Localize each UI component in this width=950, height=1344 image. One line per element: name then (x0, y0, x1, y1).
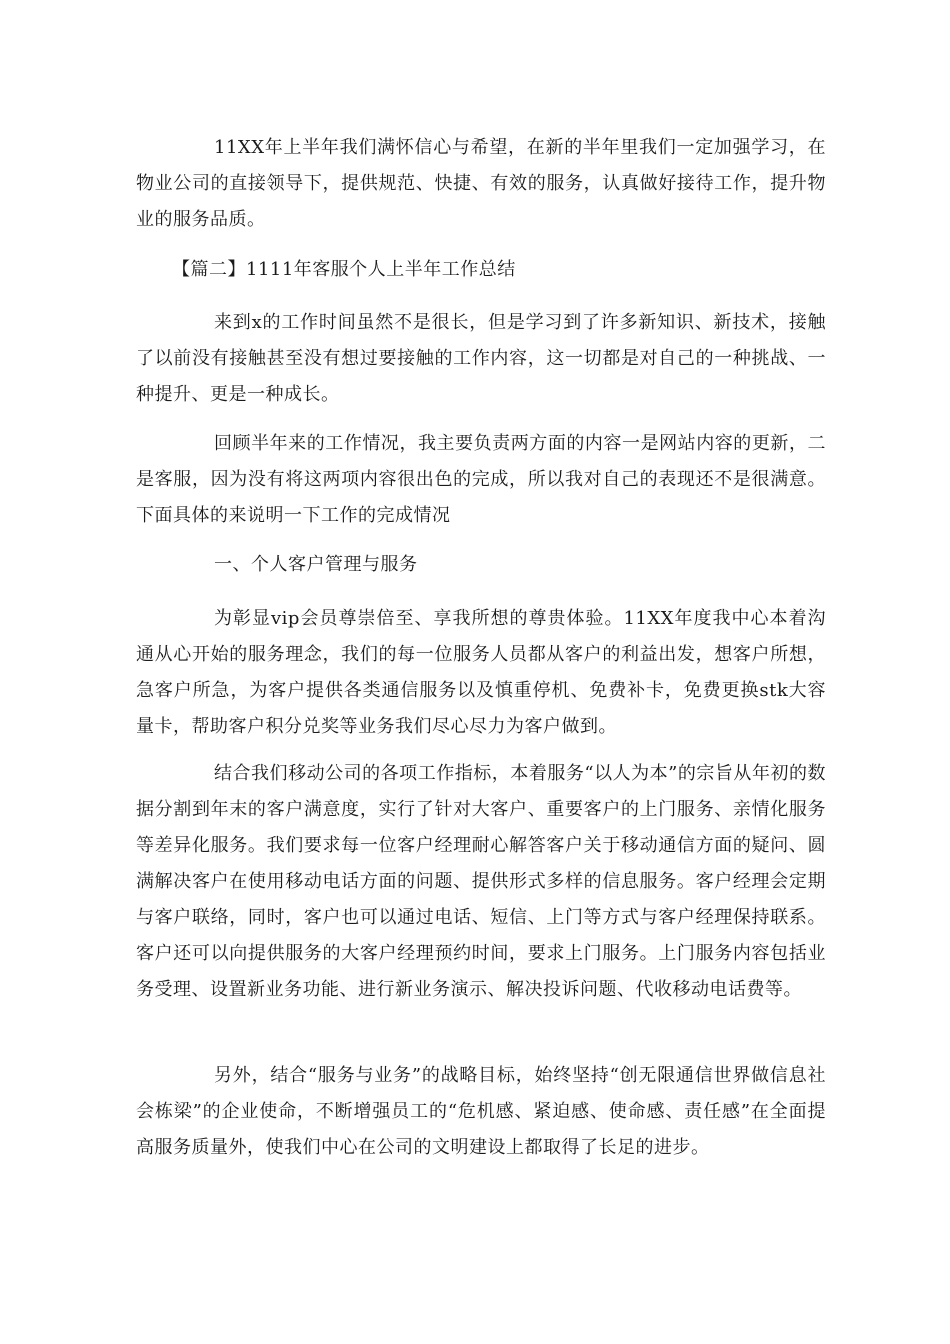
paragraph-strategy-goal: 另外，结合“服务与业务”的战略目标，始终坚持“创无限通信世界做信息社会栋梁”的企业使命，不断增强员工的“危机感、紧迫感、使命感、责任感”在全面提高服务质量外，使我们中心在公司的文明建设上都取得了长足的进步。 (136, 1065, 826, 1158)
paragraph-intro-summary: 11XX年上半年我们满怀信心与希望，在新的半年里我们一定加强学习，在物业公司的直接领导下，提供规范、快捷、有效的服务，认真做好接待工作，提升物业的服务品质。 (136, 137, 826, 230)
section-heading-part-two: 【篇二】1111年客服个人上半年工作总结 (172, 259, 516, 280)
subheading-customer-management: 一、个人客户管理与服务 (214, 554, 418, 575)
paragraph-mobile-service: 结合我们移动公司的各项工作指标，本着服务“以人为本”的宗旨从年初的数据分割到年末的客户满意度，实行了针对大客户、重要客户的上门服务、亲情化服务等差异化服务。我们要求每一位客户经理耐心解答客户关于移动通信方面的疑问、圆满解决客户在使用移动电话方面的问题、提供形式多样的信息服务。客户经理会定期与客户联络，同时，客户也可以通过电话、短信、上门等方式与客户经理保持联系。客户还可以向提供服务的大客户经理预约时间，要求上门服务。上门服务内容包括业务受理、设置新业务功能、进行新业务演示、解决投诉问题、代收移动电话费等。 (136, 763, 826, 1000)
paragraph-vip-service: 为彰显vip会员尊崇倍至、享我所想的尊贵体验。11XX年度我中心本着沟通从心开始的服务理念，我们的每一位服务人员都从客户的利益出发，想客户所想，急客户所急，为客户提供各类通信服务以及慎重停机、免费补卡，免费更换stk大容量卡，帮助客户积分兑奖等业务我们尽心尽力为客户做到。 (136, 608, 826, 737)
paragraph-work-experience: 来到x的工作时间虽然不是很长，但是学习到了许多新知识、新技术，接触了以前没有接触甚至没有想过要接触的工作内容，这一切都是对自己的一种挑战、一种提升、更是一种成长。 (136, 312, 826, 405)
paragraph-review: 回顾半年来的工作情况，我主要负责两方面的内容一是网站内容的更新，二是客服，因为没有将这两项内容很出色的完成，所以我对自己的表现还不是很满意。下面具体的来说明一下工作的完成情况 (136, 433, 826, 526)
